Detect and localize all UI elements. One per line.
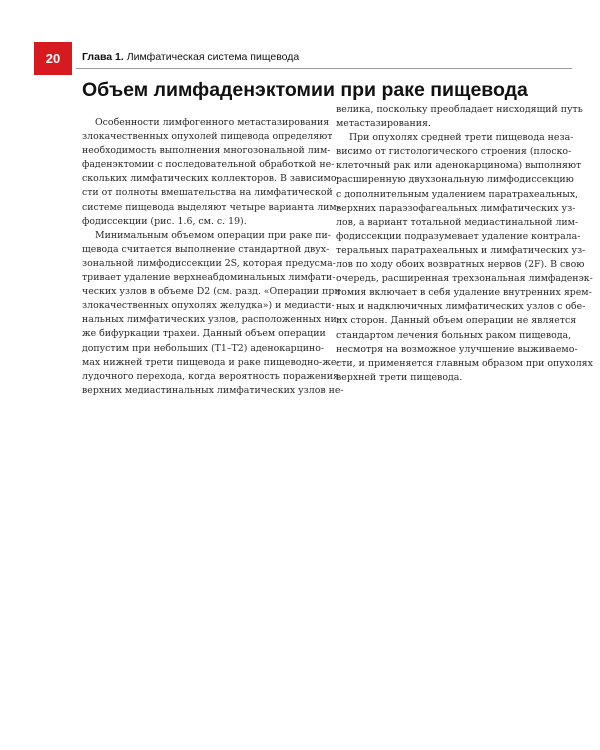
text-line: Особенности лимфогенного метастазирования <box>95 117 330 128</box>
text-line: стандартом лечения больных раком пищевода, <box>336 329 572 341</box>
text-line: При опухолях средней трети пищевода неза- <box>349 132 574 144</box>
text-line: системе пищевода выделяют четыре варианта лим- <box>82 201 340 213</box>
section-title: Объем лимфаденэктомии при раке пищевода <box>82 79 528 101</box>
text-line: лудочного перехода, когда вероятность поражения <box>82 370 339 382</box>
text-line: скольких лимфатических коллекторов. В зависимо- <box>82 173 340 185</box>
text-line: метастазирования. <box>336 118 431 130</box>
text-line: тривает удаление верхнеабдоминальных лимфати- <box>82 272 336 284</box>
text-line: фаденэктомии с последовательной обработкой не- <box>82 159 335 171</box>
text-line: ческих узлов в объеме D2 (см. разд. «Операции при <box>82 286 341 298</box>
text-line: ных и надключичных лимфатических узлов с обе- <box>336 301 586 313</box>
left-text-column <box>82 116 344 398</box>
header-rule <box>76 68 572 69</box>
chapter-title: Лимфатическая система пищевода <box>126 51 300 63</box>
text-line: висимо от гистологического строения (плоско- <box>336 146 572 158</box>
text-line: лов, а вариант тотальной медиастинальной лим- <box>336 216 579 228</box>
text-line: сти, и применяется главным образом при опухолях <box>336 357 593 369</box>
page-number: 20 <box>45 51 61 66</box>
text-line: сти от полноты вмешательства на лимфатической <box>82 187 333 199</box>
text-line: злокачественных опухолях желудка») и медиасти- <box>82 300 335 312</box>
text-line: Минимальным объемом операции при раке пи- <box>95 229 331 241</box>
text-line: томия включает в себя удаление внутренних ярем- <box>336 287 592 299</box>
text-line: несмотря на возможное улучшение выживаемо- <box>336 343 578 355</box>
text-line: щевода считается выполнение стандартной двух- <box>82 243 330 255</box>
text-line: велика, поскольку преобладает нисходящий путь <box>336 104 583 115</box>
text-line: злокачественных опухолей пищевода определяют <box>82 131 333 143</box>
chapter-label: Глава 1. <box>82 51 124 63</box>
text-line: нальных лимфатических узлов, расположенных ни- <box>82 314 340 326</box>
text-line: зональной лимфодиссекции 2S, которая предусма- <box>82 257 336 269</box>
right-text-column <box>336 103 593 385</box>
text-line: теральных паратрахеальных и лимфатических уз- <box>336 244 586 256</box>
text-line: фодиссекции подразумевает удаление контрала- <box>336 230 581 242</box>
running-header <box>82 51 299 63</box>
text-line: же бифуркации трахеи. Данный объем операции <box>82 328 326 340</box>
text-line: верхних медиастинальных лимфатических узлов не- <box>82 384 344 396</box>
text-line: их сторон. Данный объем операции не является <box>336 315 577 327</box>
page-number-badge <box>34 42 72 75</box>
text-line: верхних параэзофагеальных лимфатических уз- <box>336 202 576 214</box>
text-line: клеточный рак или аденокарцинома) выполняют <box>336 160 582 172</box>
text-line: мах нижней трети пищевода и раке пищеводно-же- <box>82 356 340 368</box>
text-line: лов по ходу обоих возвратных нервов (2F). В свою <box>336 259 585 271</box>
text-line: очередь, расширенная трехзональная лимфаденэк- <box>336 273 593 285</box>
text-line: необходимость выполнения многозональной лим- <box>82 145 331 157</box>
text-line: верхней трети пищевода. <box>336 371 463 383</box>
text-line: фодиссекции (рис. 1.6, см. с. 19). <box>82 215 247 227</box>
text-line: допустим при небольших (T1–T2) аденокарцино- <box>82 342 325 354</box>
text-line: расширенную двухзональную лимфодиссекцию <box>336 174 574 186</box>
text-line: с дополнительным удалением паратрахеальных, <box>336 188 579 200</box>
